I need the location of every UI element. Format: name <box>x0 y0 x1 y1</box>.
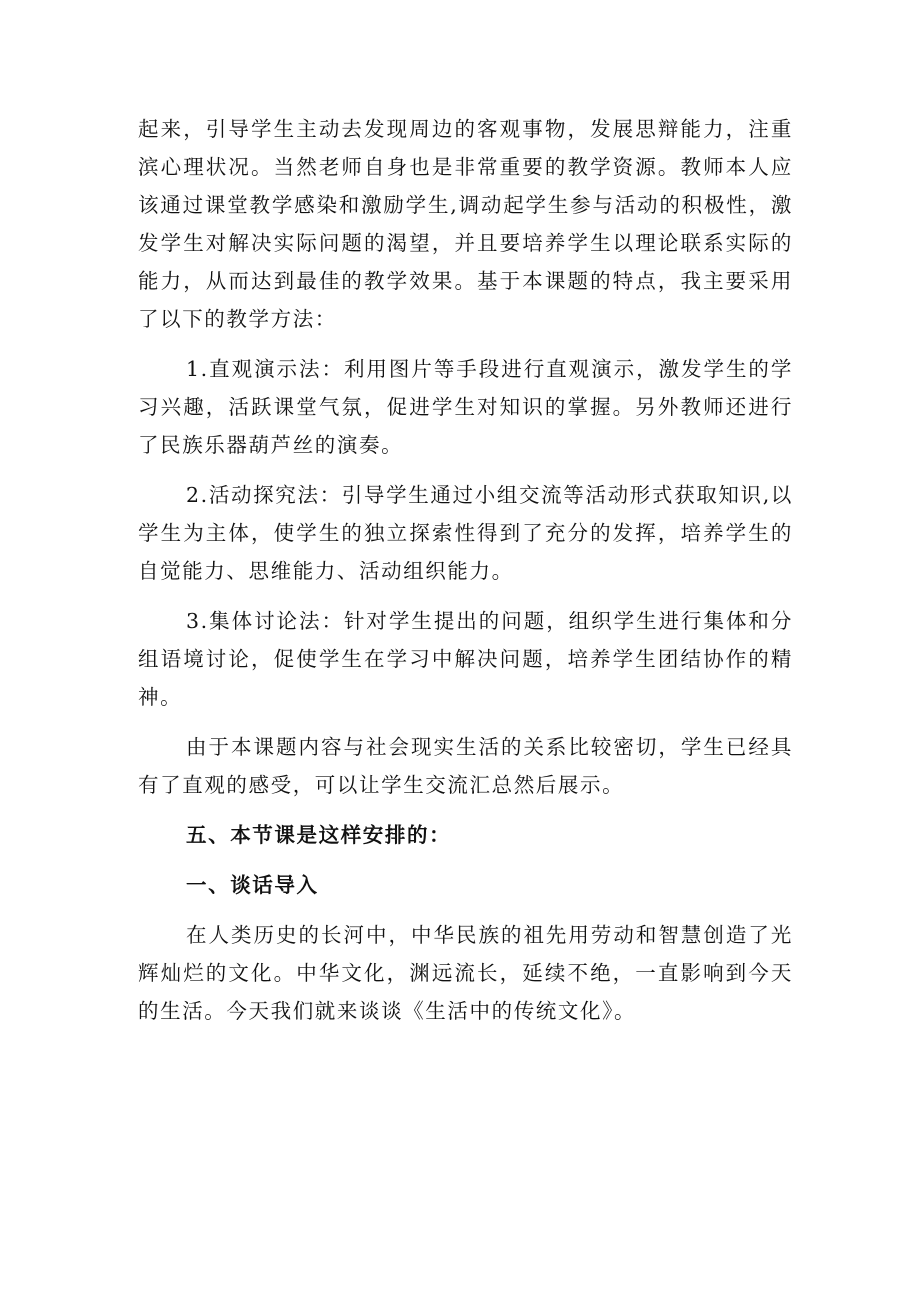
section-heading-arrangement: 五、本节课是这样安排的： <box>186 823 452 847</box>
paragraph-method-discussion: 3.集体讨论法：针对学生提出的问题，组织学生进行集体和分组语境讨论，促使学生在学习中解决问题，培养学生团结协作的精神。 <box>138 609 793 709</box>
paragraph-teaching-resources: 起来，引导学生主动去发现周边的客观事物，发展思辩能力，注重滨心理状况。当然老师自身也是非常重要的教学资源。教师本人应该通过课堂教学感染和激励学生,调动起学生参与活动的积极性，激发学生对解决实际问题的渴望，并且要培养学生以理论联系实际的能力，从而达到最佳的教学效果。基于本课题的特点，我主要采用了以下的教学方法： <box>138 117 793 331</box>
paragraph-method-inquiry: 2.活动探究法：引导学生通过小组交流等活动形式获取知识,以学生为主体，使学生的独立探索性得到了充分的发挥，培养学生的自觉能力、思维能力、活动组织能力。 <box>138 483 793 583</box>
document-page <box>138 110 793 1030</box>
section-heading-introduction: 一、谈话导入 <box>186 873 319 897</box>
paragraph-summary: 由于本课题内容与社会现实生活的关系比较密切，学生已经具有了直观的感受，可以让学生交流汇总然后展示。 <box>138 735 793 797</box>
paragraph-method-demonstration: 1.直观演示法：利用图片等手段进行直观演示，激发学生的学习兴趣，活跃课堂气氛，促进学生对知识的掌握。另外教师还进行了民族乐器葫芦丝的演奏。 <box>138 357 793 457</box>
paragraph-introduction: 在人类历史的长河中，中华民族的祖先用劳动和智慧创造了光辉灿烂的文化。中华文化，渊远流长，延续不绝，一直影响到今天的生活。今天我们就来谈谈《生活中的传统文化》。 <box>138 923 793 1023</box>
